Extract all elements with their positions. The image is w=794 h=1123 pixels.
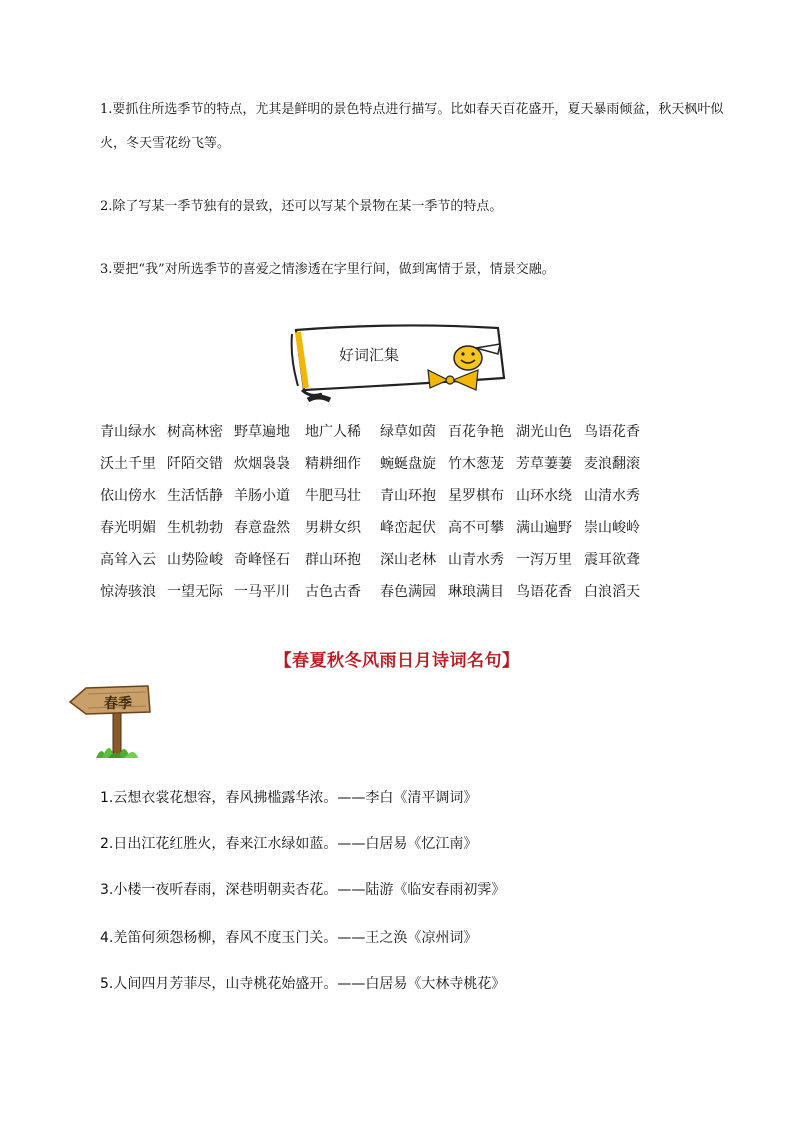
vocab-word: 深山老林 [380, 552, 436, 568]
writing-tip-1: 1.要抓住所选季节的特点，尤其是鲜明的景色特点进行描写。比如春天百花盛开，夏天暴雨倾盆，秋天枫叶似火，冬天雪花纷飞等。 [100, 102, 724, 151]
signpost-icon [66, 680, 156, 760]
writing-tip-2: 2.除了写某一季节独有的景致，还可以写某个景物在某一季节的特点。 [100, 199, 503, 214]
vocab-word: 高不可攀 [448, 520, 504, 536]
vocab-word-grid [100, 420, 660, 612]
vocab-word: 惊涛骇浪 [100, 584, 156, 600]
vocab-word: 高耸入云 [100, 552, 156, 568]
vocab-word: 树高林密 [167, 424, 223, 440]
poem-line-5: 5.人间四月芳菲尽，山寺桃花始盛开。——白居易《大林寺桃花》 [100, 976, 506, 992]
vocab-word: 竹木葱茏 [448, 456, 504, 472]
vocab-word: 群山环抱 [305, 552, 361, 568]
vocab-word: 炊烟袅袅 [234, 456, 290, 472]
section-heading: 【春夏秋冬风雨日月诗词名句】 [274, 651, 520, 671]
vocab-word: 古色古香 [305, 584, 361, 600]
vocab-word: 沃土千里 [100, 456, 156, 472]
vocab-word: 精耕细作 [305, 456, 361, 472]
vocab-word: 星罗棋布 [448, 488, 504, 504]
vocab-word: 男耕女织 [305, 520, 361, 536]
vocab-word: 依山傍水 [100, 488, 156, 504]
vocab-word: 一望无际 [167, 584, 223, 600]
vocab-word: 青山环抱 [380, 488, 436, 504]
poem-line-2: 2.日出江花红胜火，春来江水绿如蓝。——白居易《忆江南》 [100, 836, 478, 852]
vocab-word: 湖光山色 [516, 424, 572, 440]
vocab-word: 鸟语花香 [516, 584, 572, 600]
vocab-word: 崇山峻岭 [584, 520, 640, 536]
vocab-word: 震耳欲聋 [584, 552, 640, 568]
poem-line-4: 4.羌笛何须怨杨柳，春风不度玉门关。——王之涣《凉州词》 [100, 930, 478, 946]
vocab-word: 地广人稀 [305, 424, 361, 440]
vocab-word: 一马平川 [234, 584, 290, 600]
vocab-word: 山环水绕 [516, 488, 572, 504]
vocab-word: 绿草如茵 [380, 424, 436, 440]
vocab-banner-frame [278, 318, 523, 413]
vocab-word: 奇峰怪石 [234, 552, 290, 568]
vocab-word: 青山绿水 [100, 424, 156, 440]
writing-tip-3: 3.要把“我”对所选季节的喜爱之情渗透在字里行间，做到寓情于景，情景交融。 [100, 262, 555, 277]
poem-line-3: 3.小楼一夜听春雨，深巷明朝卖杏花。——陆游《临安春雨初霁》 [100, 882, 506, 898]
vocab-word: 鸟语花香 [584, 424, 640, 440]
vocab-word: 生活恬静 [167, 488, 223, 504]
vocab-word: 芳草萋萋 [516, 456, 572, 472]
vocab-word: 山清水秀 [584, 488, 640, 504]
spring-sign-label: 春季 [104, 696, 132, 712]
vocab-word: 山青水秀 [448, 552, 504, 568]
vocab-word: 春意盎然 [234, 520, 290, 536]
vocab-word: 一泻万里 [516, 552, 572, 568]
vocab-word: 峰峦起伏 [380, 520, 436, 536]
vocab-word: 蜿蜒盘旋 [380, 456, 436, 472]
vocab-word: 野草遍地 [234, 424, 290, 440]
smiley-icon [454, 346, 482, 370]
vocab-title: 好词汇集 [338, 346, 399, 364]
vocab-word: 阡陌交错 [167, 456, 223, 472]
vocab-word: 白浪滔天 [584, 584, 640, 600]
vocab-word: 满山遍野 [516, 520, 572, 536]
vocab-word: 琳琅满目 [448, 584, 504, 600]
vocab-word: 羊肠小道 [234, 488, 290, 504]
vocab-word: 生机勃勃 [167, 520, 223, 536]
vocab-word: 百花争艳 [448, 424, 504, 440]
vocab-word: 山势险峻 [167, 552, 223, 568]
vocab-word: 麦浪翻滚 [584, 456, 640, 472]
vocab-word: 春色满园 [380, 584, 436, 600]
poem-line-1: 1.云想衣裳花想容，春风拂槛露华浓。——李白《清平调词》 [100, 790, 478, 806]
vocab-word: 春光明媚 [100, 520, 156, 536]
vocab-word: 牛肥马壮 [305, 488, 361, 504]
